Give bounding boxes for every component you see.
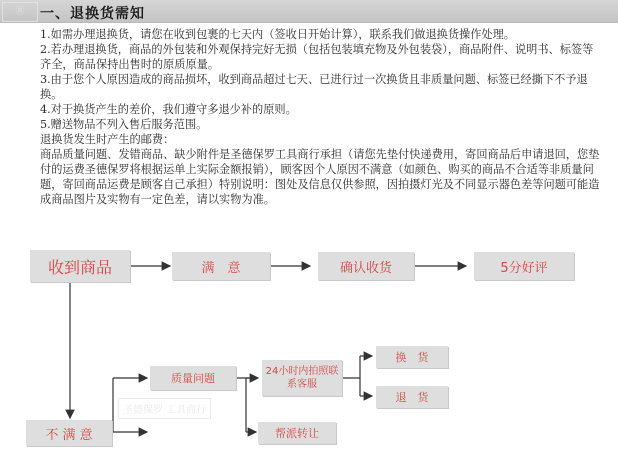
step-receive-goods: [30, 250, 130, 282]
step-dispatch-transfer: [258, 422, 336, 444]
step-exchange: [376, 346, 448, 368]
policy-line: 商品质量问题、发错商品、缺少附件是圣德保罗工具商行承担（请您先垫付快递费用，寄回商品后申请退回，您垫付的运费圣德保罗将根据运单上实际金额报销），顾客因个人原因不满意（如颜色、购买的商品不合适等非质量问题，寄回商品运费是顾客自己承担）特别说明：图处及信息仅供参照，因拍摄灯光及不同显示器色差等问题可能造成商品图片及实物有一定色差，请以实物为准。: [40, 148, 600, 206]
policy-line: 2.若办理退换货，商品的外包装和外观保持完好无损（包括包装填充物及外包装袋），商品附件、说明书、标签等齐全，商品保持出售时的原质原量。: [40, 43, 594, 71]
step-label: 确认收货: [339, 260, 392, 276]
step-satisfied: [172, 252, 270, 280]
step-label: 24小时内拍照联系客服: [265, 366, 339, 390]
section-title: 一、退换货需知: [40, 6, 145, 22]
step-label: 收到商品: [47, 257, 112, 277]
step-label: 换 货: [395, 351, 429, 364]
watermark-stamp: 圣德保罗 工具商行: [118, 398, 211, 419]
step-label: 满 意: [201, 260, 241, 276]
step-unsatisfied: [26, 420, 112, 446]
step-quality-issue: [150, 366, 236, 390]
step-label: 不 满 意: [45, 427, 93, 443]
policy-line: 3.由于您个人原因造成的商品损坏，收到商品超过七天、已进行过一次换货且非质量问题、标签已经撕下不予退换。: [40, 73, 588, 101]
step-five-star-rating: [474, 252, 574, 280]
step-confirm-receipt: [318, 252, 414, 280]
step-label: 帮派转让: [275, 427, 319, 440]
step-refund: [376, 386, 448, 408]
policy-line: 5.赠送物品不列入售后服务范围。: [40, 118, 208, 131]
policy-line: 退换货发生时产生的邮费：: [40, 133, 175, 146]
policy-line: 4.对于换货产生的差价，我们遵守多退少补的原则。: [40, 103, 297, 116]
watermark-logo: Ⓡ: [2, 2, 38, 22]
policy-line: 1.如需办理退换货，请您在收到包裹的七天内（签收日开始计算），联系我们做退换货操作处理。: [40, 28, 515, 41]
step-contact-service: [262, 360, 342, 396]
step-label: 质量问题: [171, 372, 215, 385]
step-label: 5分好评: [500, 260, 548, 276]
step-label: 退 货: [395, 391, 429, 404]
